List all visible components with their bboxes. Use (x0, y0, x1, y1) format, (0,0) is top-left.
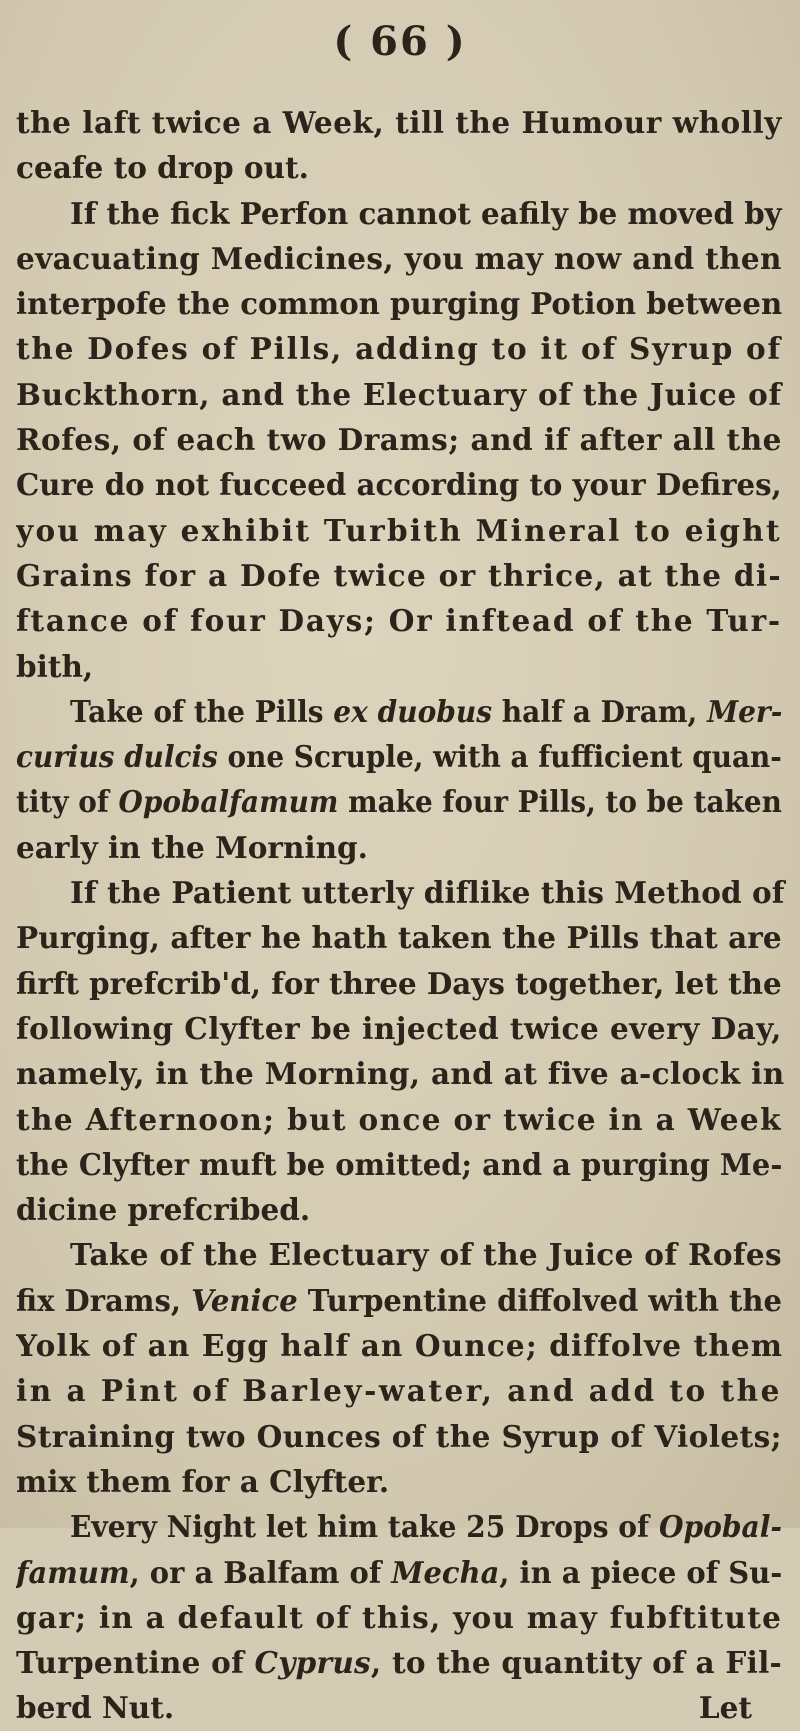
line-text: evacuating Medicines, you may now and then (16, 240, 782, 276)
line-text: Rofes, of each two Drams; and if after all the (16, 422, 782, 458)
line-text: dicine prefcribed. (16, 1192, 311, 1228)
line-text: Turpentine of (16, 1645, 255, 1681)
line-text: interpofe the common purging Potion between (16, 286, 783, 322)
text-line (16, 1414, 800, 1459)
text-line (16, 598, 800, 643)
line-text: Purging, after he hath taken the Pills that are (16, 920, 782, 956)
text-line (16, 145, 800, 190)
text-line (16, 689, 800, 734)
line-text: Grains for a Dofe twice or thrice, at the di- (16, 557, 782, 593)
text-line (16, 1685, 800, 1730)
text-line (16, 236, 800, 281)
italic-text: famum (16, 1554, 130, 1590)
text-line (16, 1640, 800, 1685)
text-line (16, 281, 800, 326)
text-line (16, 1459, 800, 1504)
line-text: Yolk of an Egg half an Ounce; diffolve them (16, 1328, 784, 1364)
text-line (16, 462, 800, 507)
line-text: Straining two Ounces of the Syrup of Violets; (16, 1418, 782, 1454)
line-text: the Dofes of Pills, adding to it of Syrup of (16, 331, 782, 367)
line-text: mix them for a Clyfter. (16, 1463, 390, 1499)
text-line (16, 961, 800, 1006)
text-line (16, 1006, 800, 1051)
text-line (16, 1097, 800, 1142)
text-line (16, 1368, 800, 1413)
italic-text: ex duobus (333, 693, 493, 729)
text-line (16, 870, 800, 915)
line-text: early in the Morning. (16, 829, 368, 865)
text-line (16, 734, 800, 779)
line-text: the laft twice a Week, till the Humour wholly (16, 105, 782, 140)
line-text: If the fick Perfon cannot eafily be moved by (70, 195, 782, 231)
line-text: Every Night let him take 25 Drops of (70, 1509, 659, 1545)
text-line (16, 372, 800, 417)
line-text: , in a piece of Su- (499, 1554, 783, 1590)
line-text: make four Pills, to be taken (338, 784, 782, 820)
text-line (16, 417, 800, 462)
text-line (16, 191, 800, 236)
text-line (16, 1595, 800, 1640)
line-text: following Clyfter be injected twice every Day, (16, 1010, 782, 1046)
line-text: gar; in a default of this, you may fubftitute (16, 1599, 783, 1635)
line-text: Buckthorn, and the Electuary of the Juice of (16, 376, 782, 412)
line-text: If the Patient utterly diflike this Method of (70, 875, 785, 911)
line-text: the Clyfter muft be omitted; and a purging Me- (16, 1146, 783, 1182)
line-text: fix Drams, (16, 1282, 192, 1318)
text-line (16, 1323, 800, 1368)
line-text: in a Pint of Barley-water, and add to the (16, 1373, 782, 1409)
text-line (16, 1187, 800, 1232)
italic-text: Mer- (707, 693, 783, 729)
line-text: , or a Balfam of (129, 1554, 392, 1590)
line-text: Turpentine diffolved with the (297, 1282, 783, 1318)
italic-text: Opobal- (658, 1509, 783, 1545)
text-line (16, 100, 800, 145)
italic-text: Mecha (391, 1554, 500, 1590)
line-text: Cure do not fucceed according to your Defires, (16, 467, 782, 503)
line-text: berd Nut. (16, 1690, 175, 1726)
line-text: firft prefcrib'd, for three Days together, let the (16, 965, 782, 1001)
text-line (16, 1550, 800, 1595)
text-line (16, 825, 800, 870)
text-line (16, 553, 800, 598)
catchword: Let (698, 1690, 752, 1726)
line-text: , to the quantity of a Fil- (370, 1645, 783, 1681)
body-text (16, 100, 800, 1731)
text-line (16, 1504, 800, 1549)
text-line (16, 915, 800, 960)
line-text: ceafe to drop out. (16, 150, 309, 186)
italic-text: Cyprus (254, 1645, 371, 1681)
line-text: tity of (16, 784, 119, 820)
italic-text: Opobalfamum (118, 784, 339, 820)
text-line (16, 644, 800, 689)
line-text: the Afternoon; but once or twice in a Week (16, 1101, 782, 1137)
text-line (16, 1232, 800, 1277)
italic-text: Venice (191, 1282, 298, 1318)
italic-text: curius dulcis (16, 739, 218, 775)
line-text: Take of the Electuary of the Juice of Rofes (70, 1237, 782, 1273)
text-line (16, 1278, 800, 1323)
line-text: you may exhibit Turbith Mineral to eight (16, 512, 782, 548)
line-text: Take of the Pills (70, 693, 334, 729)
line-text: namely, in the Morning, and at five a-clock in (16, 1056, 785, 1092)
line-text: half a Dram, (492, 693, 708, 729)
text-line (16, 779, 800, 824)
text-line (16, 326, 800, 371)
line-text: ftance of four Days; Or inftead of the Tur- (16, 603, 782, 639)
text-line (16, 508, 800, 553)
line-text: bith, (16, 648, 94, 684)
line-text: one Scruple, with a fufficient quan- (217, 739, 782, 775)
text-line (16, 1142, 800, 1187)
page-number: ( 66 ) (333, 18, 467, 65)
text-line (16, 1051, 800, 1096)
